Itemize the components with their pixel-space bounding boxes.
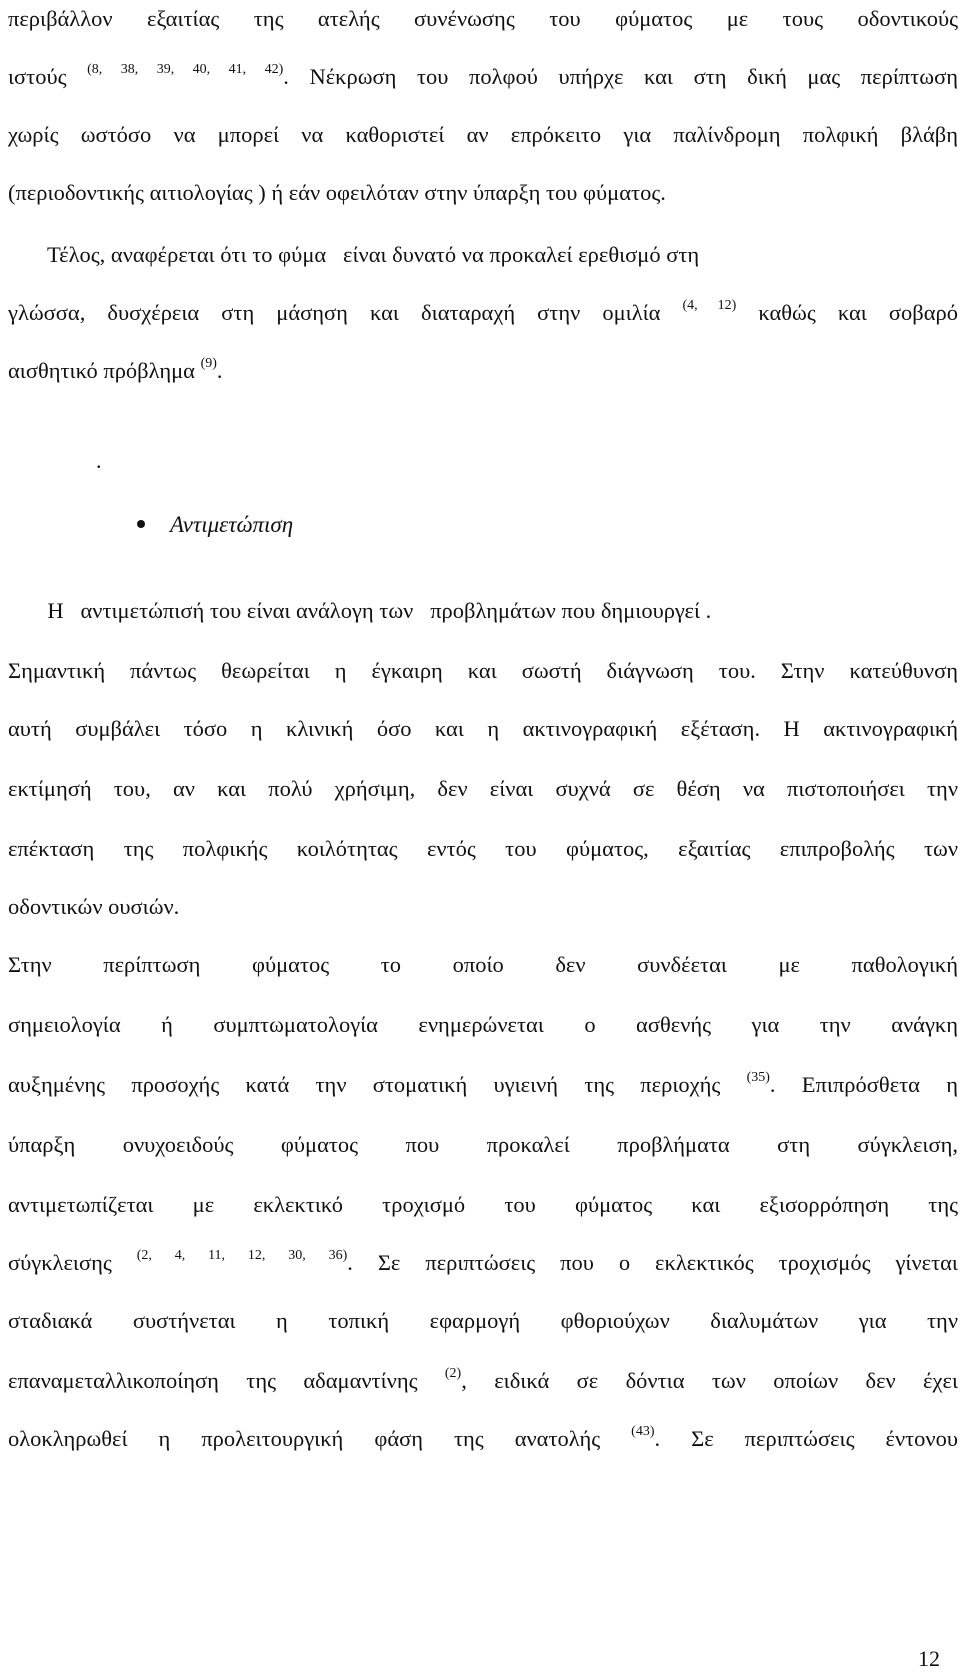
- line-text: Η αντιμετώπισή του είναι ανάλογη των προβλημάτων που δημιουργεί .: [8, 598, 712, 623]
- line-text: ολοκληρωθεί η προλειτουργική φάση της ανατολής $^{(43)}$. Σε περιπτώσεις έντονου: [8, 1424, 958, 1451]
- text-line: [8, 834, 958, 864]
- text-line: [8, 120, 958, 150]
- line-text: επέκταση της πολφικής κοιλότητας εντός του φύματος, εξαιτίας επιπροβολής των: [8, 836, 958, 861]
- text-line: [8, 950, 958, 980]
- page-number: 12: [918, 1646, 940, 1671]
- line-text: περιβάλλον εξαιτίας της ατελής συνένωσης του φύματος με τους οδοντικούς: [8, 6, 958, 31]
- text-line: [8, 1190, 958, 1220]
- line-text: χωρίς ωστόσο να μπορεί να καθοριστεί αν επρόκειτο για παλίνδρομη πολφική βλάβη: [8, 122, 958, 147]
- citation-superscript: (43): [631, 1424, 655, 1439]
- stray-period: .: [96, 448, 102, 473]
- citation-superscript: (4, 12): [682, 298, 737, 313]
- line-text: σημειολογία ή συμπτωματολογία ενημερώνεται ο ασθενής για την ανάγκη: [8, 1012, 958, 1037]
- citation-superscript: (8, 38, 39, 40, 41, 42): [87, 62, 284, 77]
- line-text: σταδιακά συστήνεται η τοπική εφαρμογή φθοριούχων διαλυμάτων για την: [8, 1308, 958, 1333]
- citation-superscript: (35): [746, 1070, 770, 1085]
- citation-superscript: (2, 4, 11, 12, 30, 36): [136, 1248, 348, 1263]
- text-line: [8, 714, 958, 744]
- text-line: [8, 892, 958, 922]
- text-line: [8, 1424, 958, 1458]
- line-text: ύπαρξη ονυχοειδούς φύματος που προκαλεί προβλήματα στη σύγκλειση,: [8, 1132, 958, 1157]
- line-text: σύγκλεισης $^{(2, 4, 11, 12, 30, 36)}$. Σε περιπτώσεις που ο εκλεκτικός τροχισμός γίνεται: [8, 1248, 958, 1275]
- text-line: [8, 298, 958, 332]
- line-text: οδοντικών ουσιών.: [8, 894, 180, 919]
- section-heading: Αντιμετώπιση: [170, 512, 294, 537]
- citation-superscript: (9): [200, 356, 217, 371]
- line-text: αυξημένης προσοχής κατά την στοματική υγιεινή της περιοχής $^{(35)}$. Επιπρόσθετα η: [8, 1070, 958, 1097]
- line-text: εκτίμησή του, αν και πολύ χρήσιμη, δεν είναι συχνά σε θέση να πιστοποιήσει την: [8, 776, 958, 801]
- line-text: αυτή συμβάλει τόσο η κλινική όσο και η ακτινογραφική εξέταση. Η ακτινογραφική: [8, 716, 958, 741]
- text-line: [8, 4, 958, 34]
- citation-superscript: (2): [444, 1366, 462, 1381]
- line-text: (περιοδοντικής αιτιολογίας ) ή εάν οφειλόταν στην ύπαρξη του φύματος.: [8, 180, 666, 205]
- text-line: [8, 356, 958, 390]
- line-text: Τέλος, αναφέρεται ότι το φύμα είναι δυνατό να προκαλεί ερεθισμό στη: [8, 242, 700, 267]
- text-line: [8, 596, 958, 626]
- text-line: [8, 62, 958, 96]
- line-text: αισθητικό πρόβλημα $^{(9)}$.: [8, 356, 223, 383]
- text-line: [8, 774, 958, 804]
- line-text: ιστούς $^{(8, 38, 39, 40, 41, 42)}$. Νέκρωση του πολφού υπήρχε και στη δική μας περίπτωση: [8, 62, 958, 89]
- line-text: γλώσσα, δυσχέρεια στη μάσηση και διαταραχή στην ομιλία $^{(4, 12)}$ καθώς και σοβαρό: [8, 298, 958, 325]
- line-text: επαναμεταλλικοποίηση της αδαμαντίνης $^{(2)}$, ειδικά σε δόντια των οποίων δεν έχει: [8, 1366, 958, 1393]
- bullet-icon: [137, 520, 145, 528]
- text-line: [8, 1248, 958, 1282]
- line-text: Σημαντική πάντως θεωρείται η έγκαιρη και σωστή διάγνωση του. Στην κατεύθυνση: [8, 658, 958, 683]
- text-line: [8, 1366, 958, 1400]
- text-line: [8, 1070, 958, 1104]
- text-line: [8, 656, 958, 686]
- text-line: [8, 1130, 958, 1160]
- text-line: [8, 1306, 958, 1336]
- text-line: [8, 1010, 958, 1040]
- text-line: [8, 178, 958, 208]
- line-text: Στην περίπτωση φύματος το οποίο δεν συνδέεται με παθολογική: [8, 952, 958, 977]
- text-line: [8, 240, 958, 270]
- line-text: αντιμετωπίζεται με εκλεκτικό τροχισμό του φύματος και εξισορρόπηση της: [8, 1192, 958, 1217]
